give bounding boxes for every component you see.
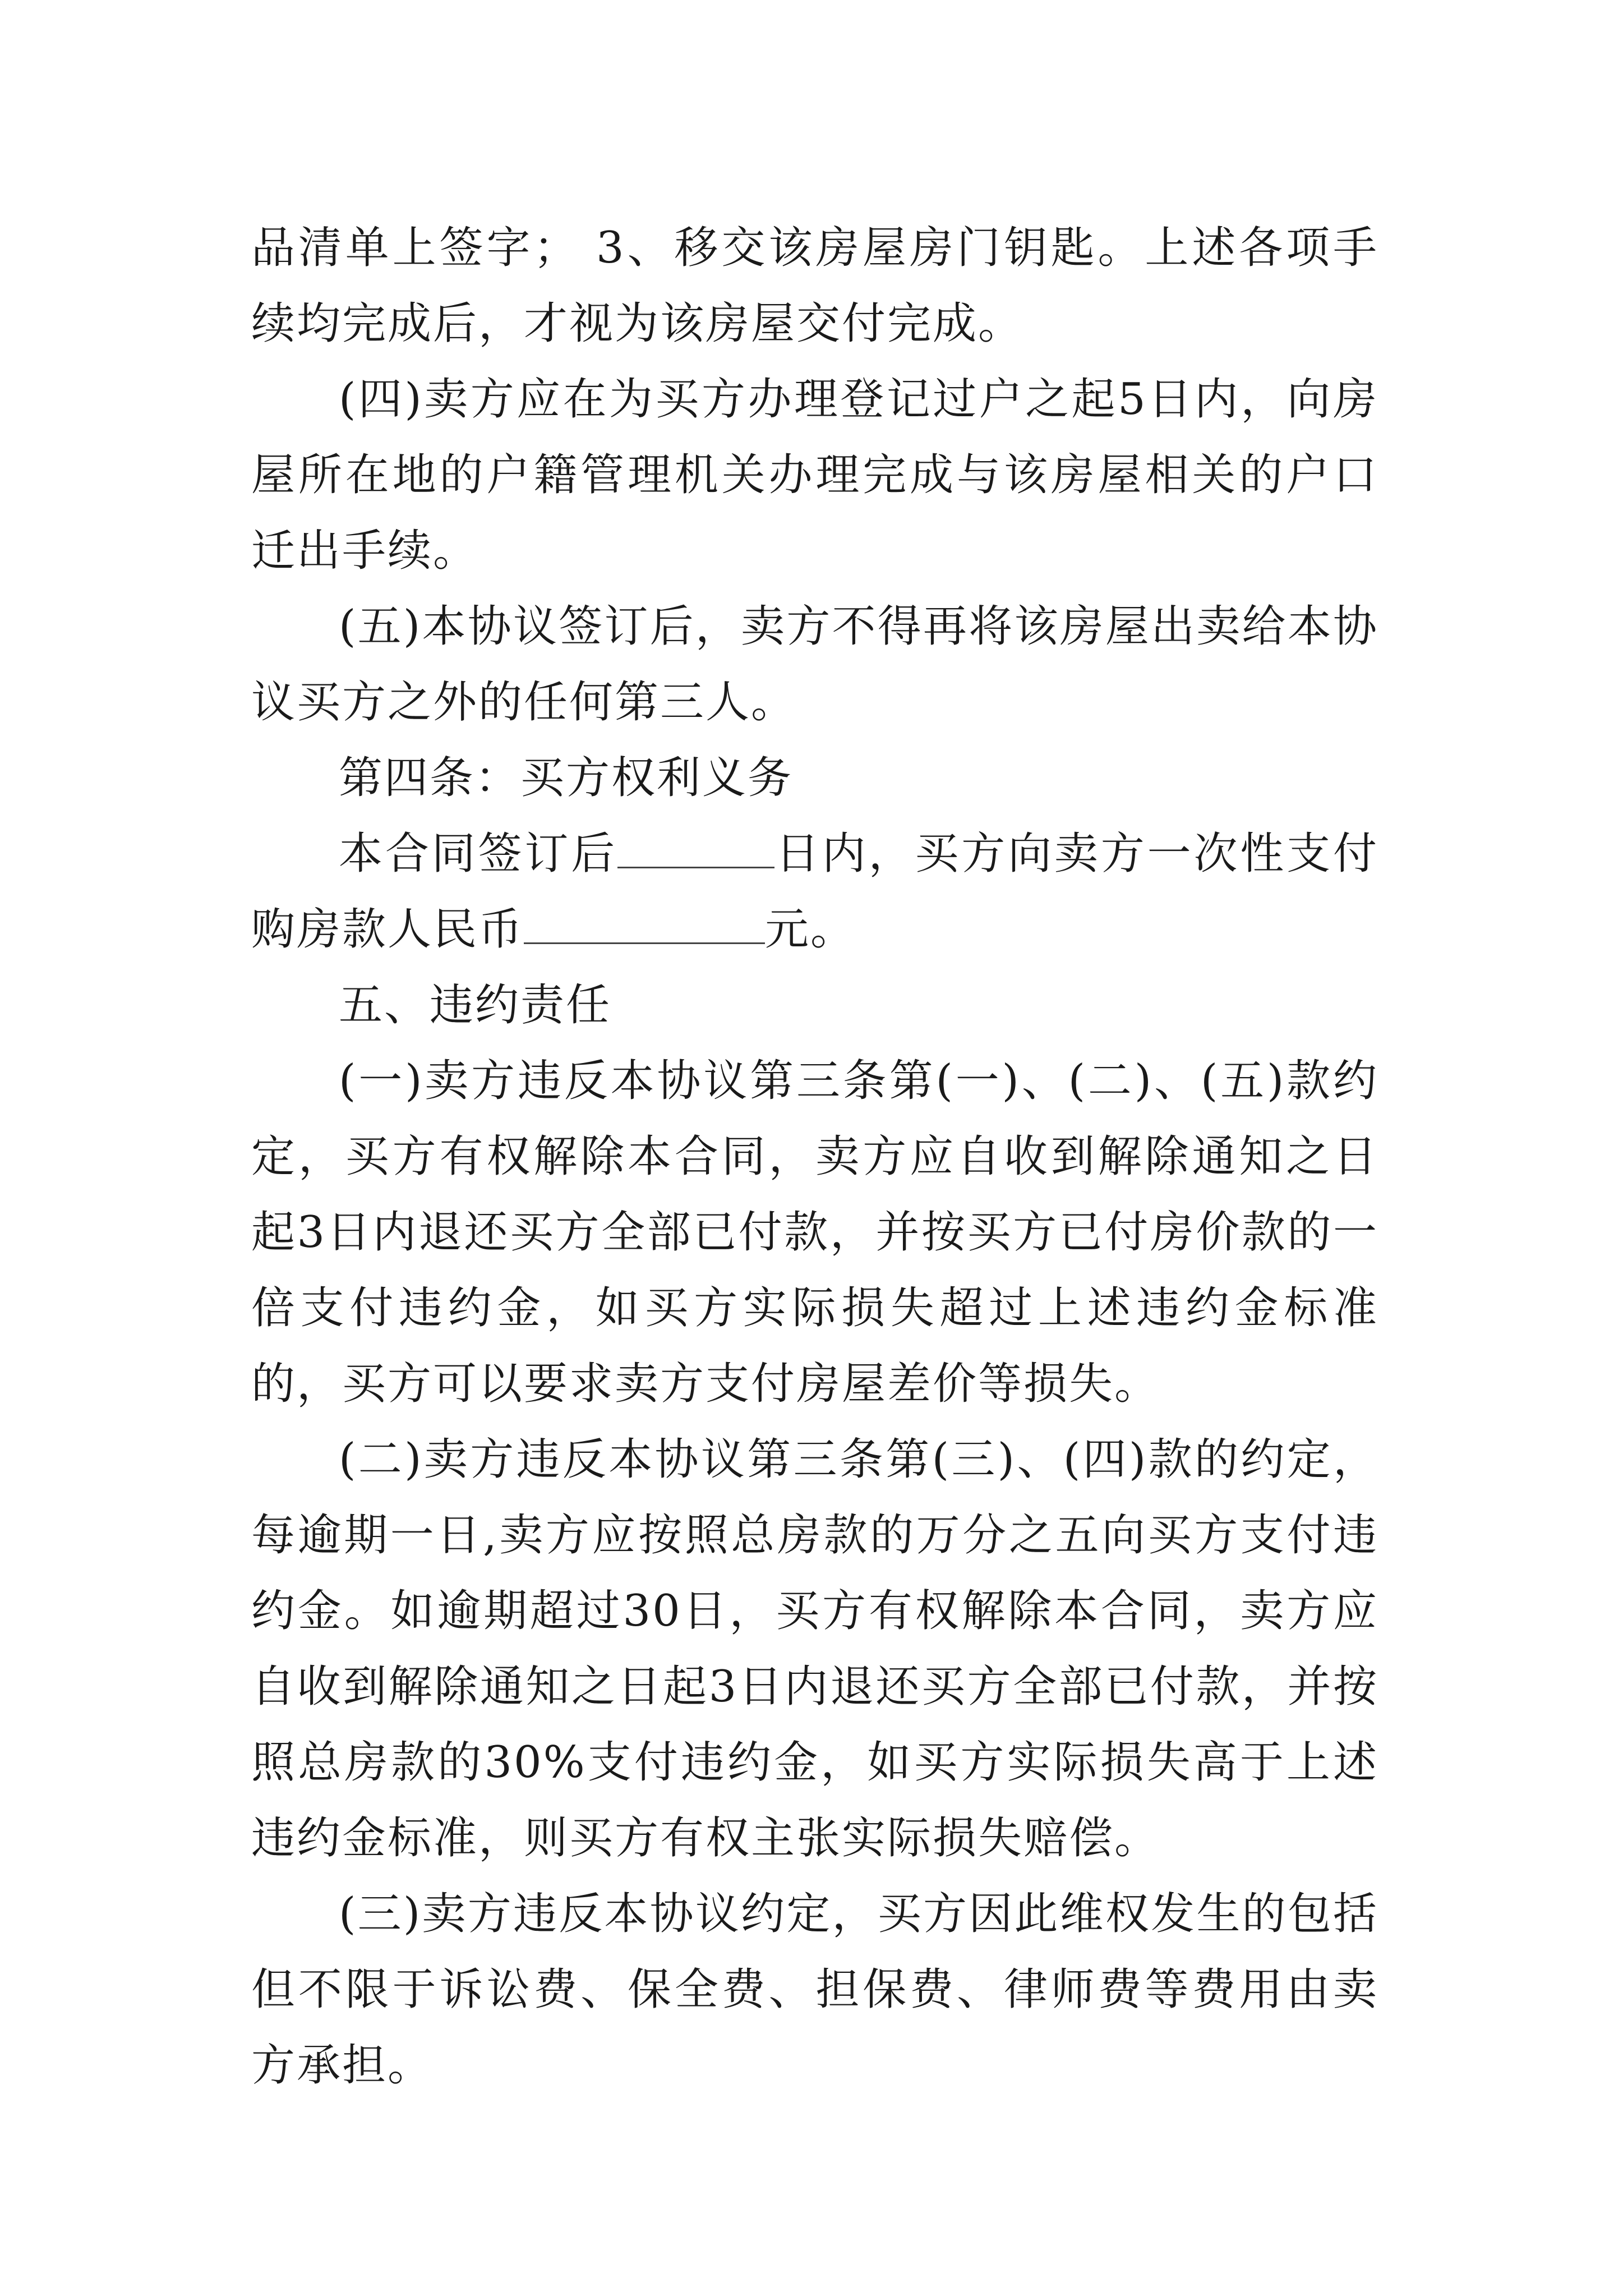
- paragraph-clause-4: (四)卖方应在为买方办理登记过户之起5日内，向房屋所在地的户籍管理机关办理完成与该房屋相关的户口迁出手续。: [251, 374, 1378, 576]
- paragraph-handover-completion: 品清单上签字； 3、移交该房屋房门钥匙。上述各项手续均完成后，才视为该房屋交付完成。: [251, 223, 1378, 349]
- amount-blank: [524, 903, 765, 944]
- paragraph-payment: [251, 816, 1378, 968]
- document-body: [251, 210, 1378, 2104]
- heading-breach-liability: 五、违约责任: [339, 980, 612, 1030]
- payment-text-middle: 日内，买方向卖方一次性支付购房款人民币: [251, 829, 1378, 955]
- payment-text-end: 元。: [765, 904, 856, 955]
- payment-text-start: 本合同签订后: [339, 829, 618, 879]
- paragraph-breach-2: (二)卖方违反本协议第三条第(三)、(四)款的约定，每逾期一日,卖方应按照总房款的万分之五向买方支付违约金。如逾期超过30日，买方有权解除本合同，卖方应自收到解除通知之日起3日内退还买方全部已付款，并按照总房款的30%支付违约金，如买方实际损失高于上述违约金标准，则买方有权主张实际损失赔偿。: [251, 1434, 1378, 1864]
- paragraph-breach-1: (一)卖方违反本协议第三条第(一)、(二)、(五)款约定，买方有权解除本合同，卖方应自收到解除通知之日起3日内退还买方全部已付款，并按买方已付房价款的一倍支付违约金，如买方实际损失超过上述违约金标准的，买方可以要求卖方支付房屋差价等损失。: [251, 1056, 1378, 1409]
- paragraph-breach-3: (三)卖方违反本协议约定，买方因此维权发生的包括但不限于诉讼费、保全费、担保费、律师费等费用由卖方承担。: [251, 1889, 1378, 2091]
- paragraph-clause-5: (五)本协议签订后，卖方不得再将该房屋出卖给本协议买方之外的任何第三人。: [251, 601, 1378, 728]
- days-blank: [617, 827, 774, 868]
- heading-article-4: 第四条：买方权利义务: [339, 753, 794, 803]
